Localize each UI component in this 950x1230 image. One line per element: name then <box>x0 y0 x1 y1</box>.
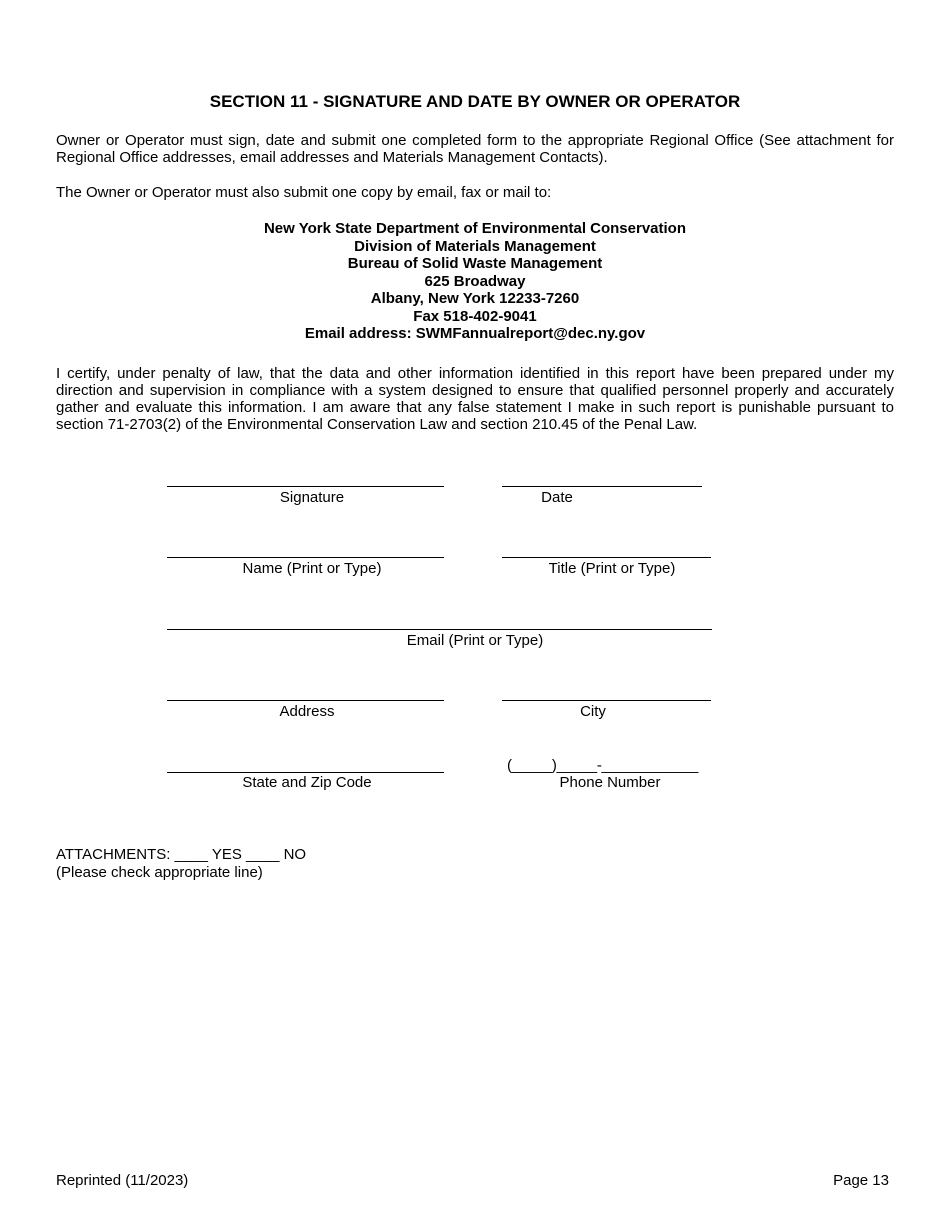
intro-paragraph: Owner or Operator must sign, date and submit one completed form to the appropriate Regional Office (See attachment for Regional Office addresses, email addresses and Materials Management Contacts). <box>56 132 894 166</box>
city-label: City <box>580 703 606 720</box>
address-label: Address <box>279 703 335 720</box>
footer-reprinted: Reprinted (11/2023) <box>56 1172 189 1189</box>
city-field[interactable] <box>502 700 711 701</box>
address-line: Bureau of Solid Waste Management <box>347 255 603 272</box>
title-label: Title (Print or Type) <box>548 560 676 577</box>
address-email: Email address: SWMFannualreport@dec.ny.gov <box>304 325 646 342</box>
attachments-line[interactable]: ATTACHMENTS: ____ YES ____ NO <box>56 846 307 863</box>
address-line: Fax 518-402-9041 <box>413 307 537 325</box>
address-line: Albany, New York 12233-7260 <box>370 290 580 307</box>
email-field[interactable] <box>167 629 712 630</box>
name-label: Name (Print or Type) <box>242 560 382 577</box>
name-field[interactable] <box>167 557 444 558</box>
phone-label: Phone Number <box>559 774 661 791</box>
email-label: Email (Print or Type) <box>406 632 544 649</box>
attachments-note: (Please check appropriate line) <box>56 864 263 881</box>
address-line: 625 Broadway <box>424 272 526 290</box>
state-zip-label: State and Zip Code <box>242 774 372 791</box>
date-field[interactable] <box>502 486 702 487</box>
section-title: SECTION 11 - SIGNATURE AND DATE BY OWNER OR OPERATOR <box>209 92 741 111</box>
signature-label: Signature <box>279 489 345 506</box>
state-zip-field[interactable] <box>167 772 444 773</box>
address-field[interactable] <box>167 700 444 701</box>
title-field[interactable] <box>502 557 711 558</box>
date-label: Date <box>541 489 573 506</box>
address-line: Division of Materials Management <box>354 237 596 255</box>
page-number: Page 13 <box>833 1172 889 1189</box>
signature-field[interactable] <box>167 486 444 487</box>
copy-instruction: The Owner or Operator must also submit one copy by email, fax or mail to: <box>56 184 552 201</box>
mailing-address <box>0 220 950 343</box>
certification-paragraph: I certify, under penalty of law, that the data and other information identified in this report have been prepared under my direction and supervision in compliance with a system designed to ensure that qualified personnel properly and accurately gather and evaluate this information. I am aware that any false statement I make in such report is punishable pursuant to section 71-2703(2) of the Environmental Conservation Law and section 210.45 of the Penal Law. <box>56 365 894 433</box>
phone-field[interactable]: (_____)_____-____________ <box>507 757 699 774</box>
address-line: New York State Department of Environmental Conservation <box>263 220 687 237</box>
